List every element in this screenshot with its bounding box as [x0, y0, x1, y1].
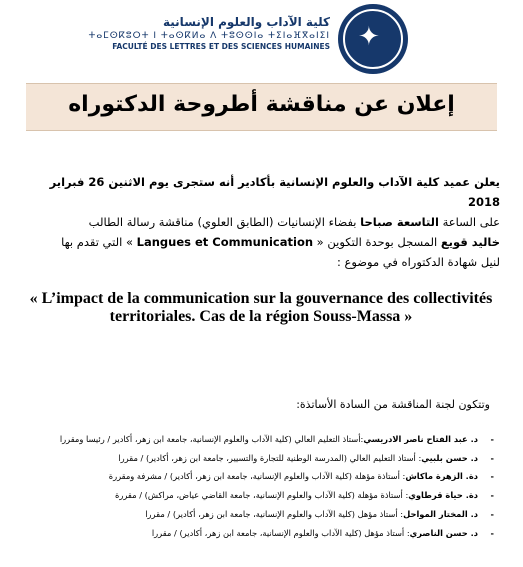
thesis-title: « L’impact de la communication sur la gouvernance des collectivités territoriales. Cas de la région Souss-Massa »: [29, 290, 493, 325]
jury-member-role: : أستاذة مؤهلة (كلية الآداب والعلوم الإنسانية، جامعة القاضي عياض، مراكش) / مقررة: [114, 490, 409, 501]
university-logo: [338, 4, 408, 74]
jury-member-name: دة. حياة قرطاوي: [408, 490, 478, 501]
training-unit: Langues et Communication: [136, 235, 314, 249]
jury-member-name: د. حسن بلبيي: [421, 452, 478, 463]
announcement-time: التاسعة صباحا: [360, 215, 439, 229]
faculty-name-french: FACULTÉ DES LETTRES ET DES SCIENCES HUMAINES: [112, 42, 330, 51]
jury-member: [4, 505, 504, 524]
announcement-venue: بفضاء الإنسانيات (الطابق العلوي) مناقشة رسالة الطالب: [88, 215, 361, 229]
announcement-time-prefix: على الساعة: [438, 215, 500, 229]
jury-member-role: : أستاذ مؤهل (كلية الآداب والعلوم الإنسانية، جامعة ابن زهر، أكادير) / مقررا: [151, 527, 410, 538]
faculty-name-arabic: كلية الآداب والعلوم الإنسانية: [163, 15, 330, 29]
jury-list: [4, 430, 504, 542]
announcement-unit-suffix: » التي تقدم بها: [61, 235, 137, 249]
announcement-line-1: يعلن عميد كلية الآداب والعلوم الإنسانية بأكادير أنه ستجرى يوم الاثنين 26 فبراير 2018: [49, 175, 500, 209]
announcement-line-2: [22, 212, 500, 232]
jury-member-name: د. حسن الناصري: [409, 527, 478, 538]
jury-member-name: د. عبد الفتاح ناصر الادريسي: [363, 434, 478, 444]
jury-member: [4, 467, 504, 486]
jury-member: [4, 486, 504, 505]
jury-member: [4, 524, 504, 543]
announcement-unit-prefix: المسجل بوحدة التكوين «: [313, 235, 441, 249]
jury-member-name: دة. الزهرة ماكاش: [405, 471, 478, 482]
title-banner: [26, 83, 497, 131]
announcement-line-4: لنيل شهادة الدكتوراه في موضوع :: [336, 255, 500, 269]
logo-mark-icon: ✦: [358, 22, 380, 52]
announcement-text: [22, 172, 500, 272]
page-title: إعلان عن مناقشة أطروحة الدكتوراه: [68, 92, 455, 117]
page-header: [0, 2, 523, 74]
faculty-name-block: [70, 14, 330, 52]
student-name: خاليد قويع: [440, 235, 500, 249]
jury-member-role: : أستاذ التعليم العالي (المدرسة الوطنية للتجارة والتسيير، جامعة ابن زهر، أكادير) / مقررا: [118, 452, 422, 463]
faculty-name-tifinagh: ⵜⴰⵎⵙⴽⵓⵔⵜ ⵏ ⵜⴰⵙⴽⵍⴰ ⴷ ⵜⵓⵙⵙⵏⴰ ⵜⵉⵏⴰⴼⴳⴰⵏⵉⵏ: [88, 31, 330, 41]
announcement-line-3: [22, 232, 500, 252]
jury-member-role: :أستاذ التعليم العالي (كلية الآداب والعلوم الإنسانية، جامعة ابن زهر، أكادير / رئيسا ومقررا: [59, 434, 364, 444]
jury-member-role: : أستاذة مؤهلة (كلية الآداب والعلوم الإنسانية، جامعة ابن زهر، أكادير) / مشرفة ومقررة: [108, 471, 406, 482]
jury-intro: وتتكون لجنة المناقشة من السادة الأساتذة:: [296, 398, 490, 411]
jury-member: [4, 449, 504, 468]
jury-member-role: : أستاذ مؤهل (كلية الآداب والعلوم الإنسانية، جامعة ابن زهر، أكادير) / مقررا: [145, 508, 404, 519]
jury-member-name: د. المختار المواحل: [403, 508, 478, 519]
jury-member: [4, 430, 504, 449]
